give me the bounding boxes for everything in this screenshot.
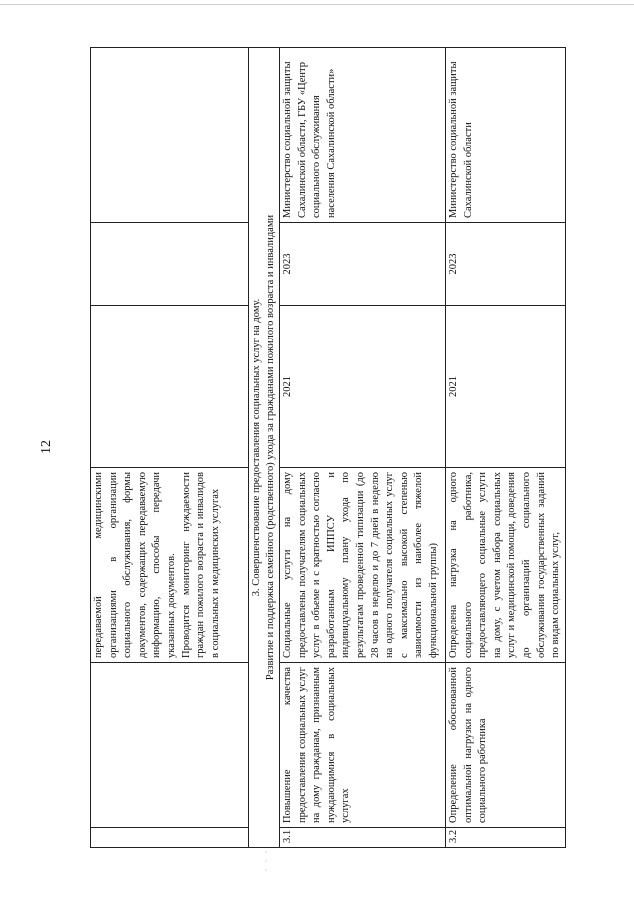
num-cell — [91, 828, 249, 848]
num-cell: 3.2 — [446, 828, 566, 848]
margin-mark: · · · — [264, 848, 268, 875]
activity-cell: Повышение качества предоставления социальных услуг на дому гражданам, признанным нуждающимися в социальных услугах — [280, 663, 446, 828]
responsible-cell: Министерство социальной защиты Сахалинской области, ГБУ «Центр социального обслуживания населения Сахалинской области» — [280, 48, 446, 223]
mechanism-cell: передаваемой медицинскими организациями в организации социального обслуживания, формы документов, содержащих передаваемую информацию, способы передачи указанных документов. Проводится мониторинг нуждаемости граждан пожилого возраста и инвалидов в социальных и медицинских услугах — [91, 468, 249, 663]
end-year-cell: 2023 — [280, 223, 446, 306]
page-number: 12 — [39, 440, 54, 454]
start-year-cell — [91, 306, 249, 468]
table-row — [91, 48, 249, 848]
table-row — [280, 48, 446, 848]
measures-table — [90, 47, 566, 848]
activity-cell — [91, 663, 249, 828]
end-year-cell — [91, 223, 249, 306]
mechanism-cell: Социальные услуги на дому предоставлены получателям социальных услуг в объеме и с кратностью согласно разработанным ИППСУ и индивидуальному плану ухода по результатам проведенной типизации (до 28 часов в неделю и до 7 дней в неделю на одного получателя социальных услуг с максимально высокой степенью зависимости из наиболее тяжелой функциональной группы) — [280, 468, 446, 663]
start-year-cell: 2021 — [446, 306, 566, 468]
rotated-table-wrapper — [90, 48, 560, 848]
activity-cell: Определение обоснованной оптимальной нагрузки на одного социального работника — [446, 663, 566, 828]
responsible-cell: Министерство социальной защиты Сахалинской области — [446, 48, 566, 223]
responsible-cell — [91, 48, 249, 223]
section-heading-row — [249, 48, 280, 848]
mechanism-cell: Определена нагрузка на одного социального работника, предоставляющего социальные услуги на дому, с учетом набора социальных услуг и медицинской помощи, доведения до организаций социального обслуживания государственных заданий по видам социальных услуг, — [446, 468, 566, 663]
end-year-cell: 2023 — [446, 223, 566, 306]
top-border-line — [0, 4, 634, 5]
section-title: 3. Совершенствование предоставления социальных услуг на дому. Развитие и поддержка семейного (родственного) ухода за гражданами пожилого возраста и инвалидами — [249, 48, 280, 848]
start-year-cell: 2021 — [280, 306, 446, 468]
num-cell: 3.1 — [280, 828, 446, 848]
table-row — [446, 48, 566, 848]
